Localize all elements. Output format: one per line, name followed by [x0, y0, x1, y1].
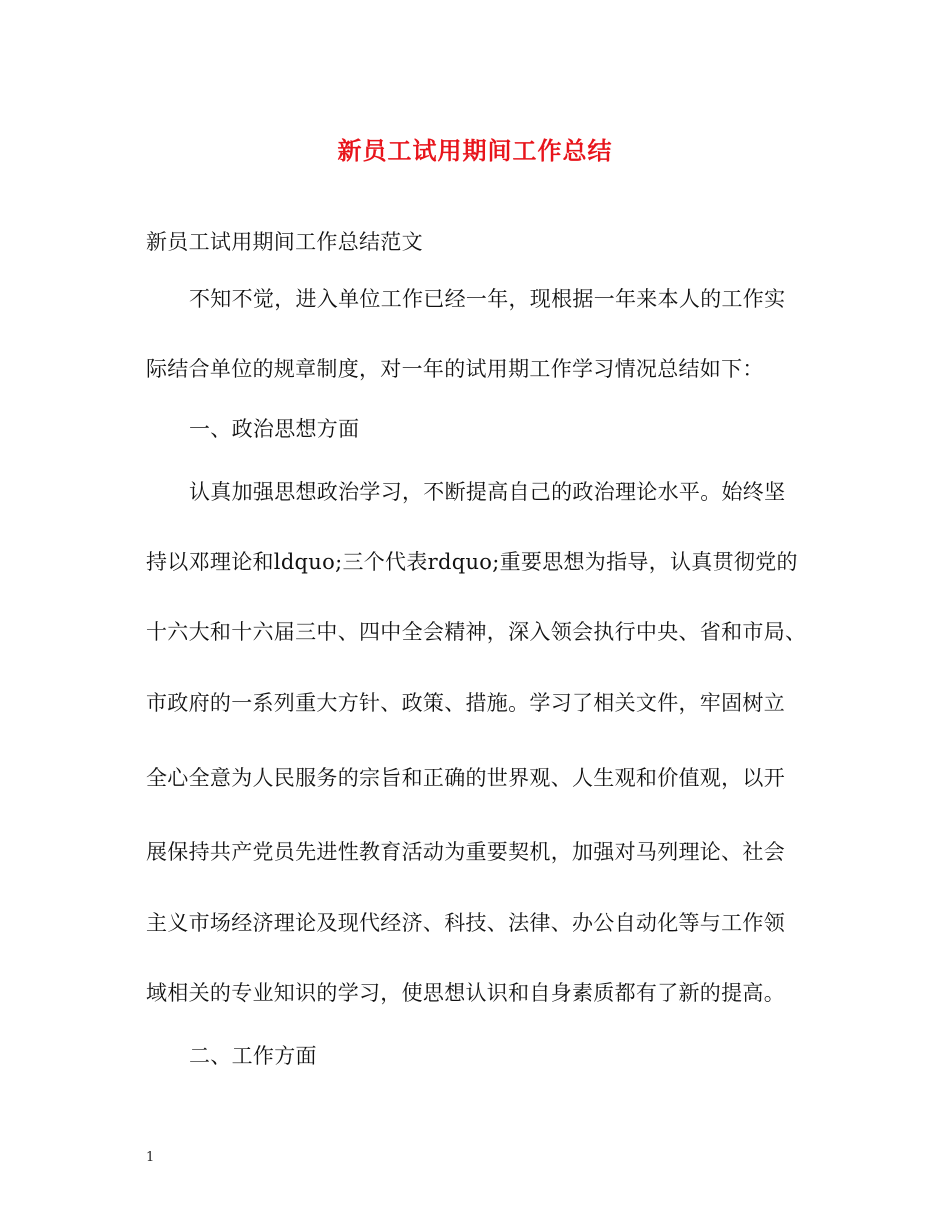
- paragraph-3-line-8: 域相关的专业知识的学习，使思想认识和自身素质都有了新的提高。: [146, 981, 785, 1005]
- section-heading-political: 一、政治思想方面: [189, 417, 360, 441]
- paragraph-1-line-1: 不知不觉，进入单位工作已经一年，现根据一年来本人的工作实: [189, 287, 786, 311]
- section-heading-work: 二、工作方面: [189, 1044, 317, 1068]
- paragraph-3-line-5: 全心全意为人民服务的宗旨和正确的世界观、人生观和价值观，以开: [146, 766, 785, 790]
- document-subtitle: 新员工试用期间工作总结范文: [146, 230, 423, 254]
- document-title: 新员工试用期间工作总结: [337, 136, 613, 165]
- paragraph-3-line-6: 展保持共产党员先进性教育活动为重要契机，加强对马列理论、社会: [146, 840, 785, 864]
- paragraph-3-line-1: 认真加强思想政治学习，不断提高自己的政治理论水平。始终坚: [189, 480, 786, 504]
- paragraph-1-line-2: 际结合单位的规章制度，对一年的试用期工作学习情况总结如下：: [146, 357, 764, 381]
- paragraph-3-line-7: 主义市场经济理论及现代经济、科技、法律、办公自动化等与工作领: [146, 911, 785, 935]
- page-number: 1: [146, 1150, 155, 1165]
- paragraph-3-line-4: 市政府的一系列重大方针、政策、措施。学习了相关文件，牢固树立: [146, 691, 785, 715]
- paragraph-3-line-3: 十六大和十六届三中、四中全会精神，深入领会执行中央、省和市局、: [146, 620, 807, 644]
- paragraph-3-line-2: 持以邓理论和ldquo;三个代表rdquo;重要思想为指导，认真贯彻党的: [146, 550, 798, 574]
